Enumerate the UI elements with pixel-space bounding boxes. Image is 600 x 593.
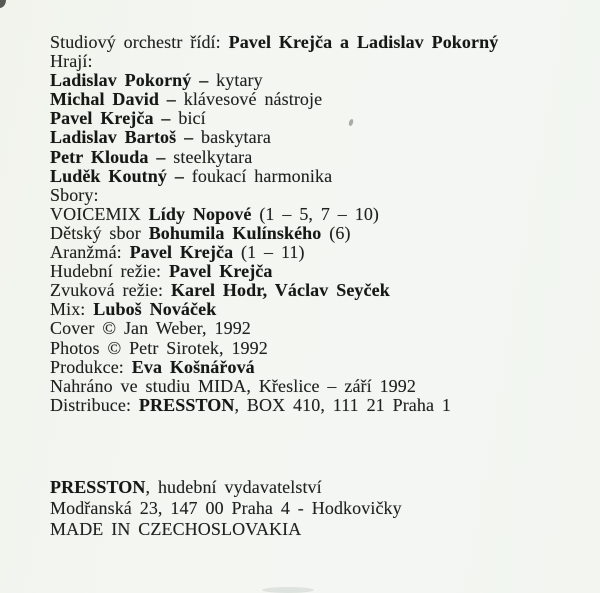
text-line [50,128,498,147]
regular-text: Photos © Petr Sirotek, 1992 [50,337,268,358]
bold-text: Michal David – [50,89,184,110]
text-line [50,205,498,224]
scan-smudge-artifact [262,587,314,593]
text-line [50,90,498,109]
text-line [50,339,498,358]
bold-text: Bohumila Kulínského [148,222,322,243]
text-line [50,377,498,396]
regular-text: MADE IN CZECHOSLOVAKIA [50,519,302,539]
bold-text: Ladislav Pokorný – [50,70,217,91]
bold-text: Luděk Koutný – [50,165,192,186]
text-line [50,519,402,540]
text-line [50,243,498,262]
bold-text: Eva Košnářová [131,356,255,377]
regular-text: Distribuce: [50,394,139,415]
publisher-block [50,477,402,540]
regular-text: , BOX 410, 111 21 Praha 1 [234,394,452,415]
regular-text: klávesové nástroje [183,89,323,110]
bold-text: Pavel Krejča – [50,108,179,129]
regular-text: , hudební vydavatelství [145,477,322,497]
text-line [50,262,498,281]
regular-text: VOICEMIX [50,203,149,224]
regular-text: Aranžmá: [50,242,130,263]
text-line [50,498,402,519]
bold-text: Luboš Nováček [93,299,217,320]
regular-text: (1 – 5, 7 – 10) [251,203,380,224]
regular-text: Hrají: [50,51,93,72]
regular-text: Nahráno ve studiu MIDA, Křeslice – září 1992 [50,375,416,396]
text-line [50,148,498,167]
regular-text: Produkce: [50,356,132,377]
regular-text: kytary [216,70,263,91]
text-line [50,33,498,52]
bold-text: Pavel Krejča [129,242,234,263]
regular-text: Hudební režie: [50,261,169,282]
text-line [50,396,498,415]
bold-text: Karel Hodr, Václav Seyček [170,280,390,301]
text-line [50,186,498,205]
regular-text: (1 – 11) [233,242,305,263]
regular-text: steelkytara [173,146,253,167]
regular-text: Sbory: [50,184,99,205]
text-line [50,300,498,319]
bold-text: Pavel Krejča [168,261,273,282]
text-line [50,224,498,243]
text-line [50,167,498,186]
text-line [50,358,498,377]
bold-text: PRESSTON [50,477,146,497]
regular-text: Modřanská 23, 147 00 Praha 4 - Hodkovičky [50,498,402,518]
regular-text: (6) [321,222,351,243]
regular-text: Dětský sbor [50,222,149,243]
text-line [50,71,498,90]
bold-text: Petr Klouda – [50,146,174,167]
text-line [50,109,498,128]
bold-text: PRESSTON [138,394,235,415]
regular-text: baskytara [201,127,271,148]
regular-text: bicí [178,108,206,129]
text-line [50,281,498,300]
credits-block [50,33,498,415]
bold-text: Pavel Krejča a Ladislav Pokorný [228,32,499,52]
bold-text: Ladislav Bartoš – [50,127,202,148]
scan-corner-artifact [0,0,6,8]
regular-text: foukací harmonika [191,165,333,186]
regular-text: Studiový orchestr řídí: [50,32,229,52]
regular-text: Cover © Jan Weber, 1992 [50,318,251,339]
bold-text: Lídy Nopové [148,203,252,224]
text-line [50,52,498,71]
text-line [50,319,498,338]
regular-text: Zvuková režie: [50,280,171,301]
text-line [50,477,402,498]
regular-text: Mix: [50,299,94,320]
